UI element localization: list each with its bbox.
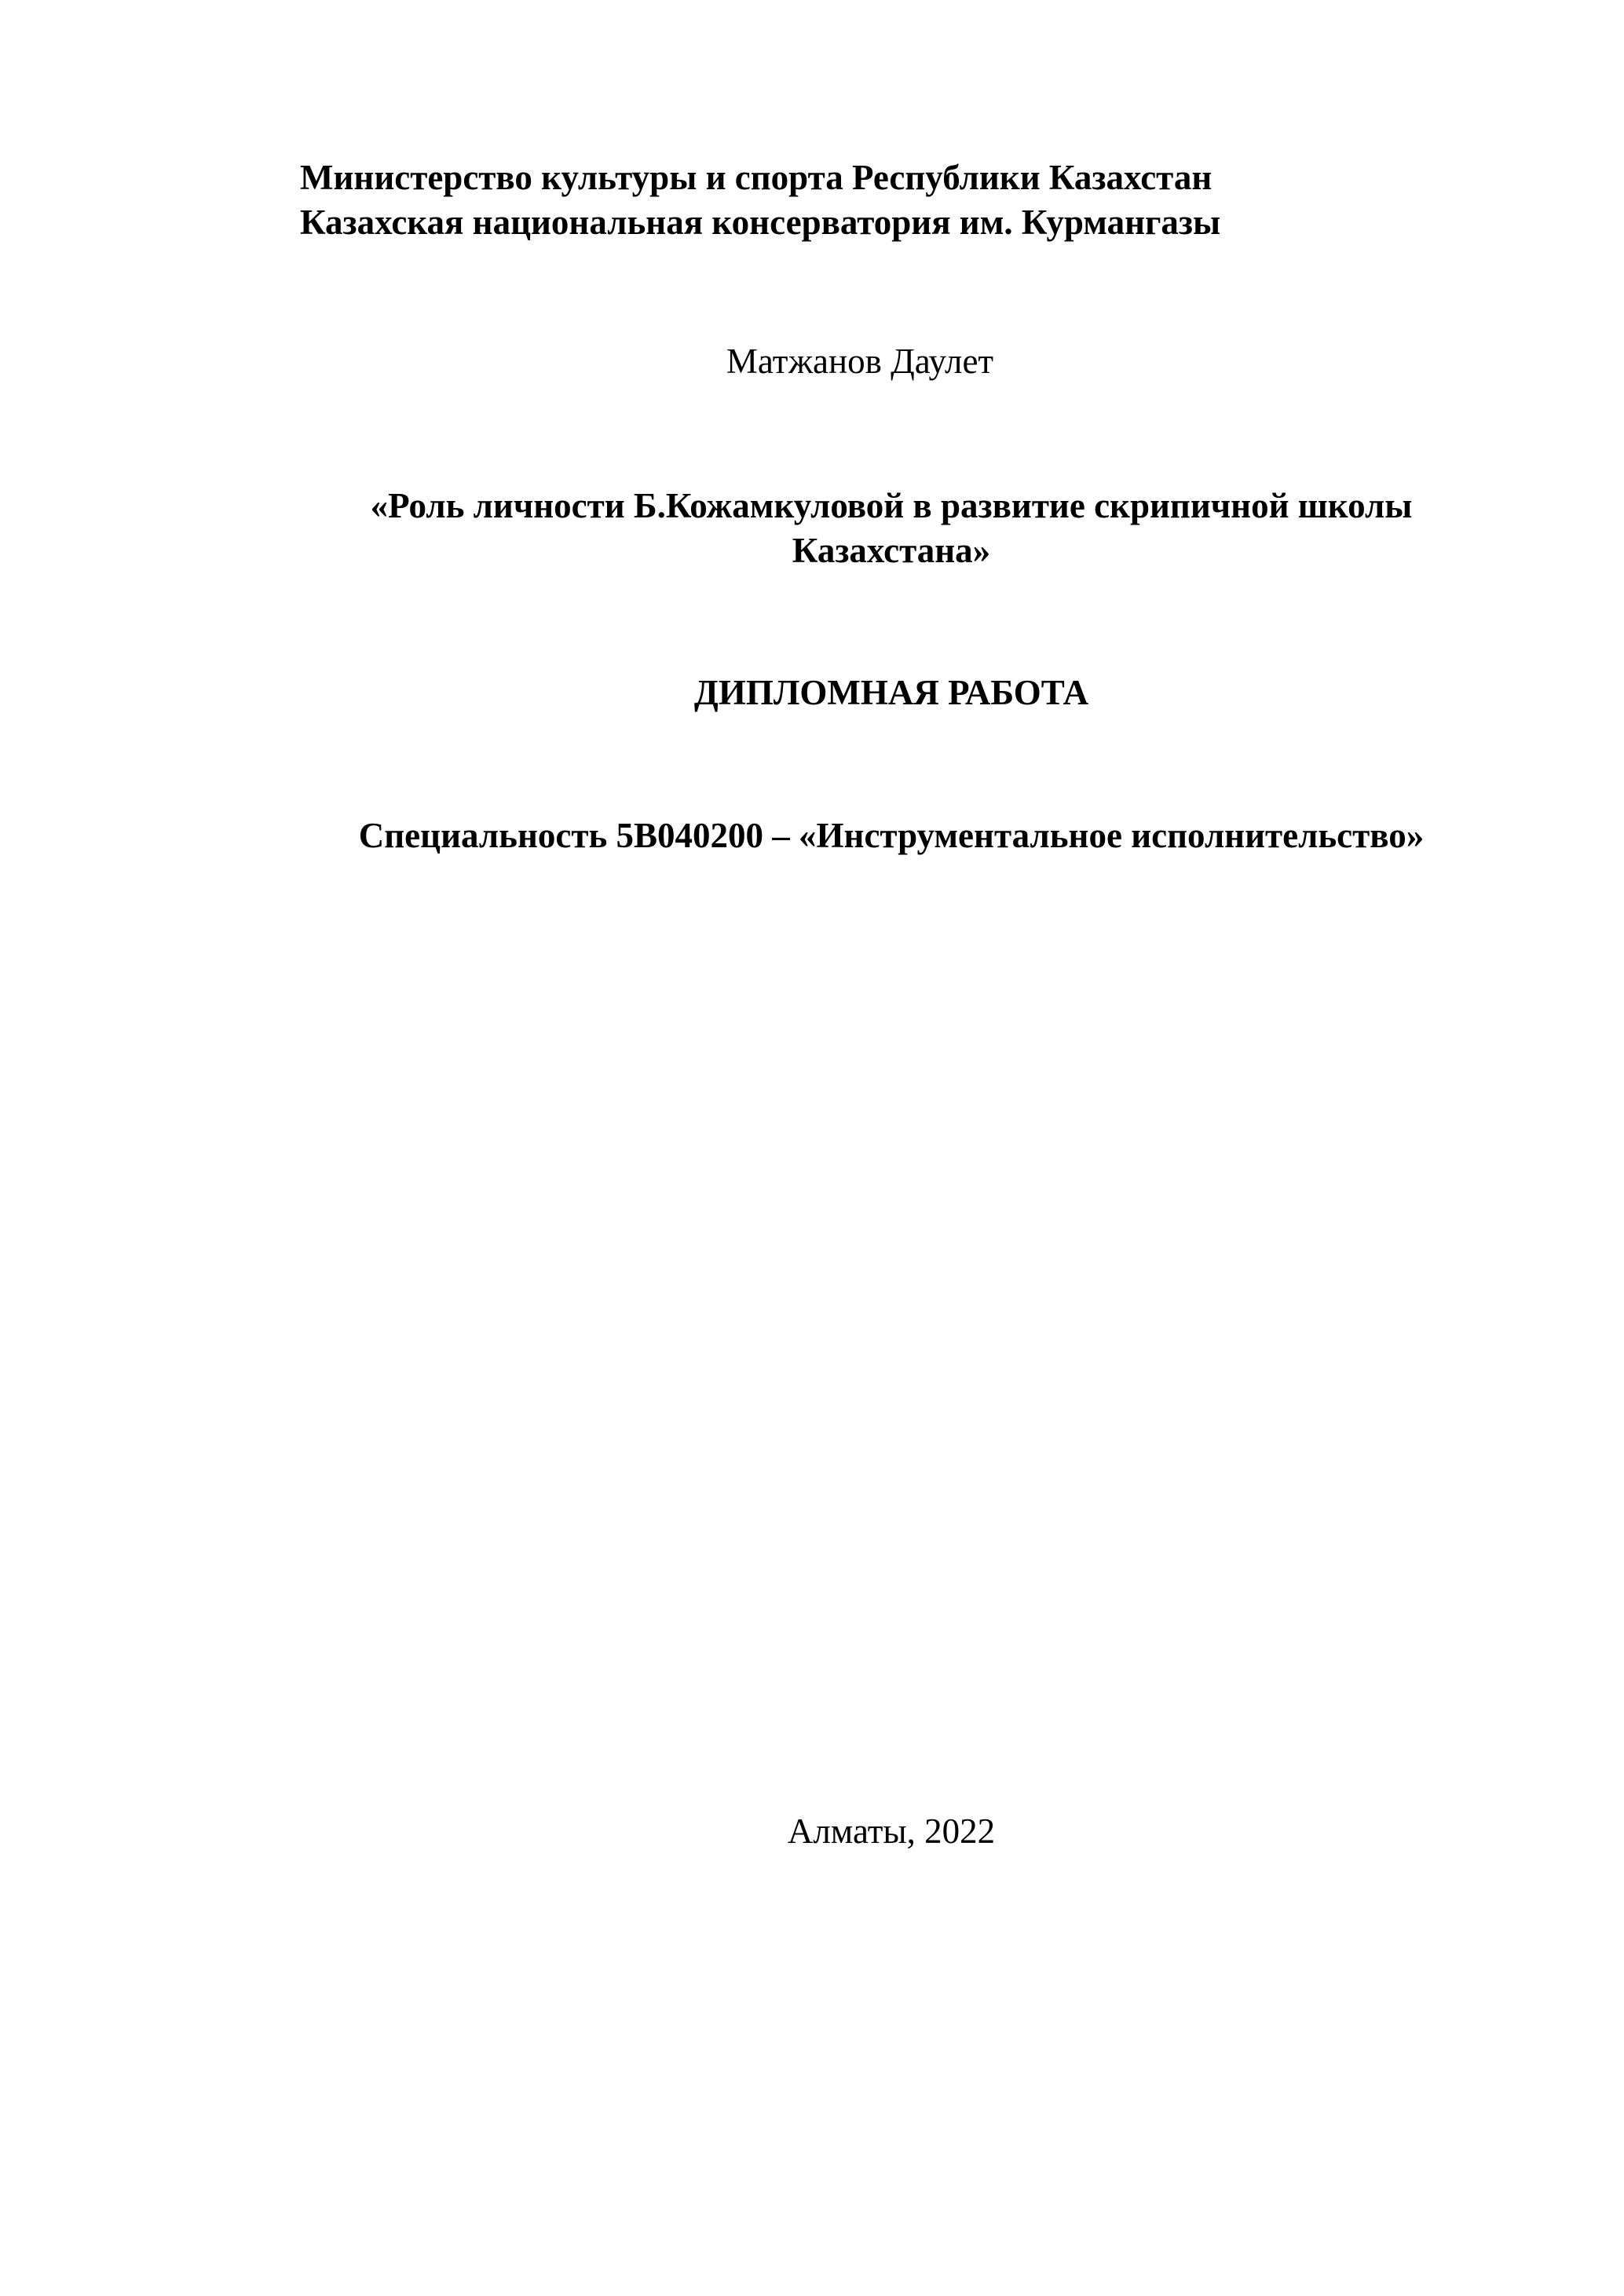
- specialty-line: Специальность 5В040200 – «Инструментальное исполнительство»: [358, 816, 1425, 855]
- thesis-title-line-1: «Роль личности Б.Кожамкуловой в развитие скрипичной школы: [370, 486, 1413, 525]
- ministry-heading: Министерство культуры и спорта Республики Казахстан: [300, 158, 1213, 197]
- author-name: Матжанов Даулет: [726, 342, 994, 381]
- city-year: Алматы, 2022: [787, 1812, 996, 1851]
- work-type-heading: ДИПЛОМНАЯ РАБОТА: [693, 673, 1089, 712]
- institution-heading: Казахская национальная консерватория им. Курмангазы: [300, 203, 1221, 242]
- thesis-title-line-2: Казахстана»: [792, 531, 991, 570]
